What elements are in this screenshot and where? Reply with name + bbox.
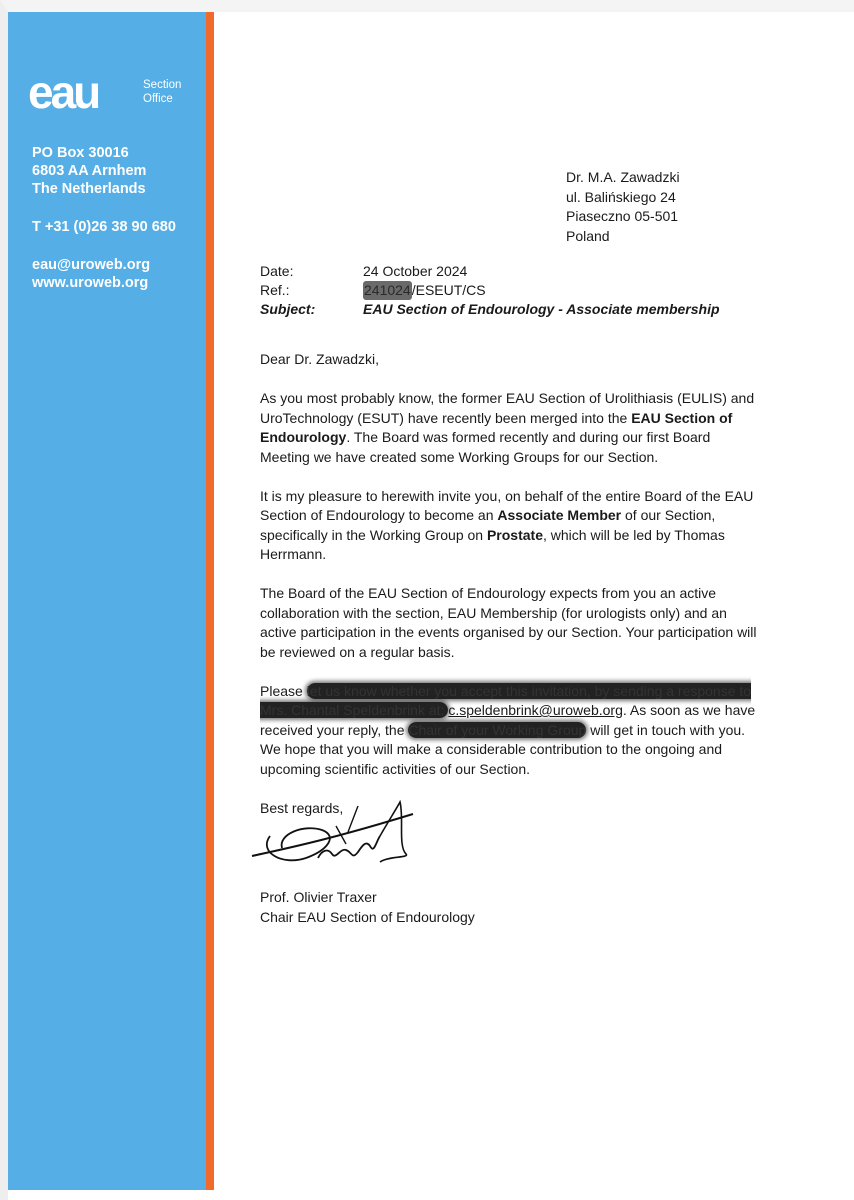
address-line1: PO Box 30016 bbox=[32, 145, 129, 161]
p2-text-a: It is my pleasure to herewith invite you, on behalf of the entire Board of the EAU Section of Endourology to become an bbox=[260, 487, 754, 523]
p2-bold-2: Prostate bbox=[486, 526, 543, 543]
address-line3: The Netherlands bbox=[32, 181, 146, 197]
letter-body bbox=[260, 350, 760, 838]
contact-email[interactable]: eau@uroweb.org bbox=[32, 257, 151, 273]
subject-row bbox=[260, 300, 760, 319]
eau-logo-icon bbox=[28, 72, 140, 114]
contact-website[interactable]: www.uroweb.org bbox=[32, 275, 149, 291]
subject-value: EAU Section of Endourology - Associate membership bbox=[363, 301, 720, 317]
closing: Best regards, bbox=[260, 799, 344, 816]
postal-address bbox=[32, 144, 146, 198]
p2-bold-1: Associate Member bbox=[497, 507, 622, 523]
ref-value bbox=[363, 281, 486, 300]
greeting: Dear Dr. Zawadzki, bbox=[260, 351, 380, 367]
recipient-address bbox=[566, 168, 680, 246]
p4-text-b: . As soon as we have received your reply, the bbox=[260, 702, 756, 738]
recipient-country: Poland bbox=[566, 227, 610, 244]
ref-suffix: /ESEUT/CS bbox=[411, 282, 486, 298]
paragraph-4 bbox=[260, 682, 760, 780]
paragraph-1 bbox=[260, 389, 760, 467]
paragraph-2 bbox=[260, 487, 760, 565]
address-line2: 6803 AA Arnhem bbox=[32, 163, 147, 179]
phone-number: T +31 (0)26 38 90 680 bbox=[32, 219, 176, 235]
date-row bbox=[260, 262, 760, 281]
signer-name: Prof. Olivier Traxer bbox=[260, 889, 377, 905]
p2-text-c: , which will be led by Thomas Herrmann. bbox=[260, 526, 725, 562]
signer-block bbox=[260, 888, 475, 927]
contact-block bbox=[32, 256, 150, 292]
eau-logo-text: eau bbox=[28, 72, 99, 114]
accent-bar bbox=[206, 12, 214, 1190]
p1-text-a: As you most probably know, the former EAU Section of Urolithiasis (EULIS) and UroTechnology (ESUT) have recently been merged into the bbox=[260, 390, 755, 426]
signature-icon bbox=[248, 796, 418, 876]
p1-bold: EAU Section of Endourology bbox=[260, 409, 733, 445]
logo-sub-line2: Office bbox=[143, 93, 173, 105]
recipient-city: Piaseczno 05-501 bbox=[566, 208, 679, 224]
recipient-street: ul. Balińskiego 24 bbox=[566, 188, 676, 205]
sidebar bbox=[8, 12, 206, 1190]
letter-meta bbox=[260, 262, 760, 319]
p4-text-c: will get in touch with you. We hope that you will make a considerable contribution to the ongoing and upcoming scientific activities of our Section. bbox=[260, 721, 746, 777]
paragraph-3: The Board of the EAU Section of Endourology expects from you an active collaboration with the section, EAU Membership (for urologists only) and an active participation in the events organised by our Section. Your participation will be reviewed on a regular basis. bbox=[260, 585, 757, 660]
p4-redacted-2: Chair of your Working Group bbox=[408, 721, 587, 738]
eau-logo bbox=[28, 72, 198, 122]
p4-email-link[interactable]: c.speldenbrink@uroweb.org bbox=[448, 702, 623, 718]
recipient-name: Dr. M.A. Zawadzki bbox=[566, 169, 680, 185]
p4-text-a: Please bbox=[260, 682, 307, 699]
ref-label: Ref.: bbox=[260, 282, 290, 298]
signer-title: Chair EAU Section of Endourology bbox=[260, 908, 475, 925]
ref-row bbox=[260, 281, 760, 300]
logo-subtitle bbox=[143, 78, 181, 106]
date-value: 24 October 2024 bbox=[363, 263, 468, 279]
p1-text-b: . The Board was formed recently and during our first Board Meeting we have created some Working Groups for our Section. bbox=[260, 429, 711, 465]
date-label: Date: bbox=[260, 263, 294, 279]
ref-redacted: 241024 bbox=[364, 282, 411, 298]
subject-label: Subject: bbox=[260, 301, 316, 317]
phone-block bbox=[32, 218, 176, 236]
logo-sub-line1: Section bbox=[143, 79, 182, 91]
p4-redacted-1: let us know whether you accept this invitation, by sending a response to Mrs. Chantal Speldenbrink at: bbox=[260, 682, 752, 718]
p2-text-b: of our Section, specifically in the Working Group on bbox=[260, 507, 716, 543]
